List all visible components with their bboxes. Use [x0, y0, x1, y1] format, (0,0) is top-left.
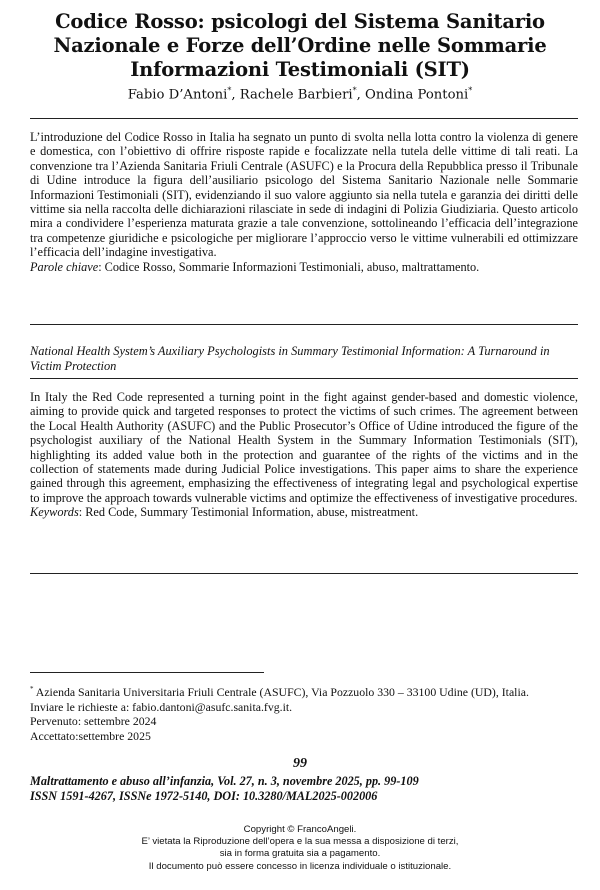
authors [22, 86, 578, 102]
author-name: Rachele Barbieri [239, 87, 353, 103]
abstract-english [30, 390, 578, 520]
copyright-line: sia in forma gratuita sia a pagamento. [219, 848, 381, 860]
keywords-english [30, 505, 578, 519]
journal-issn: ISSN 1591-4267, ISSNe 1972-5140, DOI: 10.3280/MAL2025-002006 [30, 789, 378, 803]
footnote-divider [30, 672, 264, 673]
english-title: National Health System’s Auxiliary Psychologists in Summary Testimonial Information: A Turnaround in Victim Protection [30, 344, 550, 373]
footnote-received: Pervenuto: settembre 2024 [30, 714, 157, 729]
author-separator: , [231, 87, 240, 103]
author-name: Ondina Pontoni [365, 87, 469, 103]
divider [30, 324, 578, 325]
divider [30, 118, 578, 119]
footnote-affiliation [30, 682, 578, 700]
copyright-line: E’ vietata la Riproduzione dell’opera e la sua messa a disposizione di terzi, [141, 836, 459, 848]
keywords-label: Parole chiave [30, 259, 99, 274]
abstract-italian [30, 130, 578, 274]
divider [30, 573, 578, 574]
keywords-list: : Red Code, Summary Testimonial Information, abuse, mistreatment. [78, 505, 419, 520]
footnotes [30, 682, 578, 743]
affiliation-text: Azienda Sanitaria Universitaria Friuli Centrale (ASUFC), Via Pozzuolo 330 – 33100 Udine (UD), Italia. [33, 684, 529, 699]
keywords-label: Keywords [30, 505, 79, 520]
journal-citation [30, 774, 578, 804]
author-mark: * [227, 86, 232, 95]
author-separator: , [356, 87, 366, 103]
keywords-italian [30, 260, 578, 274]
copyright-notice [0, 824, 600, 873]
paper-title: Codice Rosso: psicologi del Sistema Sanitario Nazionale e Forze dell’Ordine nelle Sommarie Informazioni Testimoniali (SIT) [53, 10, 547, 81]
footnote-accepted: Accettato:settembre 2025 [30, 728, 151, 743]
author-name: Fabio D’Antoni [127, 87, 228, 103]
abstract-english-text: In Italy the Red Code represented a turning point in the fight against gender-based and domestic violence, aiming to provide quick and targeted responses to protect the victims of such crimes. The agreement between the Local Health Authority (ASUFC) and the Public Prosecutor’s Office of Udine introduced the figure of the psychologist auxiliary of the National Health System in the Summary Information Testimonials (SIT), highlighting its added value both in the protection and guarantee of the rights of the victims and in the collection of statements made during Judicial Police investigations. This paper aims to share the experience gained through this agreement, emphasizing the effectiveness of integrating legal and psychological expertise to improve the approach towards vulnerable victims and optimize the effectiveness of investigative procedures. [30, 390, 578, 505]
author-mark: * [352, 86, 357, 95]
footnote-mark: * [30, 685, 34, 693]
abstract-italian-text: L’introduzione del Codice Rosso in Italia ha segnato un punto di svolta nella lotta contro la violenza di genere e domestica, con l’obiettivo di offrire risposte rapide e focalizzate nella tutela delle vittime di tali reati. La convenzione tra l’Azienda Sanitaria Friuli Centrale (ASUFC) e la Procura della Repubblica presso il Tribunale di Udine introduce la figura dell’ausiliario psicologo del Sistema Sanitario Nazionale nelle Sommarie Informazioni Testimoniali (SIT), evidenziando il suo valore aggiunto sia nella tutela e garanzia dei diritti delle vittime sia nella raccolta delle dichiarazioni rilasciate in sede di indagini di Polizia Giudiziaria. Questo articolo mira a condividere l’esperienza maturata grazie a tale convenzione, sottolineando l’efficacia dell’integrazione tra competenze giuridiche e psicologiche per migliorare l’approccio verso le vittime vulnerabili ed ottimizzare l’efficacia dell’indagine investigativa. [30, 130, 578, 260]
author-mark: * [468, 86, 473, 95]
copyright-line: Il documento può essere concesso in licenza individuale o istituzionale. [148, 860, 452, 872]
page-number: 99 [293, 756, 307, 771]
divider [30, 378, 578, 379]
copyright-line: Copyright © FrancoAngeli. [243, 824, 357, 835]
keywords-list: : Codice Rosso, Sommarie Informazioni Testimoniali, abuso, maltrattamento. [98, 259, 480, 274]
footnote-contact: Inviare le richieste a: fabio.dantoni@asufc.sanita.fvg.it. [30, 699, 293, 714]
journal-line: Maltrattamento e abuso all’infanzia, Vol. 27, n. 3, novembre 2025, pp. 99-109 [30, 774, 419, 788]
